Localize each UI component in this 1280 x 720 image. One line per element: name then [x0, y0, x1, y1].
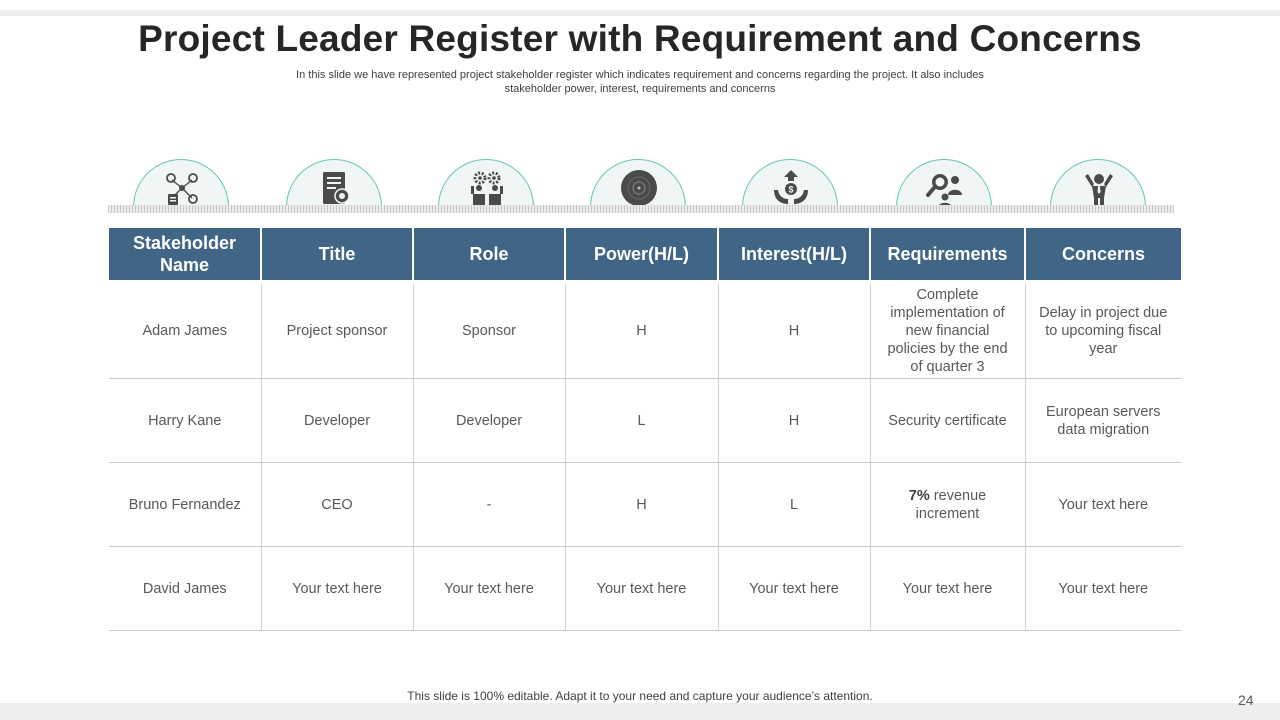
- cell-requirements: [870, 463, 1025, 547]
- cell-power: H: [565, 282, 718, 379]
- header-role: Role: [413, 228, 565, 282]
- table-row: [109, 379, 1181, 463]
- cell-interest: Your text here: [718, 547, 870, 631]
- header-stakeholder-name: Stakeholder Name: [109, 228, 261, 282]
- cell-role: Your text here: [413, 547, 565, 631]
- subtitle-line-2: stakeholder power, interest, requirements and concerns: [504, 83, 776, 95]
- cell-requirements: Security certificate: [870, 379, 1025, 463]
- page-number: 24: [1238, 692, 1254, 708]
- header-concerns: Concerns: [1025, 228, 1181, 282]
- cell-role: Sponsor: [413, 282, 565, 379]
- slide-footer: This slide is 100% editable. Adapt it to your need and capture your audience’s attention.: [407, 689, 873, 703]
- requirement-text: revenue increment: [915, 487, 987, 522]
- table-row: [109, 547, 1181, 631]
- cell-power: Your text here: [565, 547, 718, 631]
- bottom-bar: [0, 703, 1280, 720]
- cell-stakeholder-name: Bruno Fernandez: [109, 463, 261, 547]
- cell-title: Project sponsor: [261, 282, 413, 379]
- cell-requirements: Complete implementation of new financial policies by the end of quarter 3: [870, 282, 1025, 379]
- leader-icon: [1050, 159, 1146, 207]
- icon-row: [108, 155, 1174, 215]
- cell-title: CEO: [261, 463, 413, 547]
- cell-title: Developer: [261, 379, 413, 463]
- slide-subtitle: [250, 68, 1030, 96]
- money-hands-icon: [742, 159, 838, 207]
- cell-role: Developer: [413, 379, 565, 463]
- cell-concerns: Delay in project due to upcoming fiscal year: [1025, 282, 1181, 379]
- svg-text:$: $: [788, 184, 794, 195]
- header-power: Power(H/L): [565, 228, 718, 282]
- cell-stakeholder-name: Harry Kane: [109, 379, 261, 463]
- decorative-ruler: [108, 205, 1174, 213]
- subtitle-line-1: In this slide we have represented project stakeholder register which indicates requirement and concerns regarding the project. It also includes: [296, 69, 984, 81]
- cell-interest: H: [718, 379, 870, 463]
- cell-requirements: Your text here: [870, 547, 1025, 631]
- header-interest: Interest(H/L): [718, 228, 870, 282]
- table-row: [109, 282, 1181, 379]
- cell-power: H: [565, 463, 718, 547]
- cell-power: L: [565, 379, 718, 463]
- cell-concerns: Your text here: [1025, 547, 1181, 631]
- slide-title: Project Leader Register with Requirement and Concerns: [138, 18, 1142, 59]
- cell-interest: H: [718, 282, 870, 379]
- cell-title: Your text here: [261, 547, 413, 631]
- cell-interest: L: [718, 463, 870, 547]
- header-requirements: Requirements: [870, 228, 1025, 282]
- cell-role: -: [413, 463, 565, 547]
- header-title: Title: [261, 228, 413, 282]
- network-people-icon: [133, 159, 229, 207]
- cell-concerns: European servers data migration: [1025, 379, 1181, 463]
- table-row: [109, 463, 1181, 547]
- team-gears-icon: [438, 159, 534, 207]
- revenue-percent: 7%: [908, 487, 930, 504]
- cell-stakeholder-name: Adam James: [109, 282, 261, 379]
- top-bar: [0, 0, 1280, 12]
- table-header-row: [109, 228, 1181, 282]
- cell-concerns: Your text here: [1025, 463, 1181, 547]
- target-icon: [590, 159, 686, 207]
- search-user-icon: [896, 159, 992, 207]
- certificate-icon: [286, 159, 382, 207]
- cell-stakeholder-name: David James: [109, 547, 261, 631]
- stakeholder-register-table: [109, 228, 1181, 631]
